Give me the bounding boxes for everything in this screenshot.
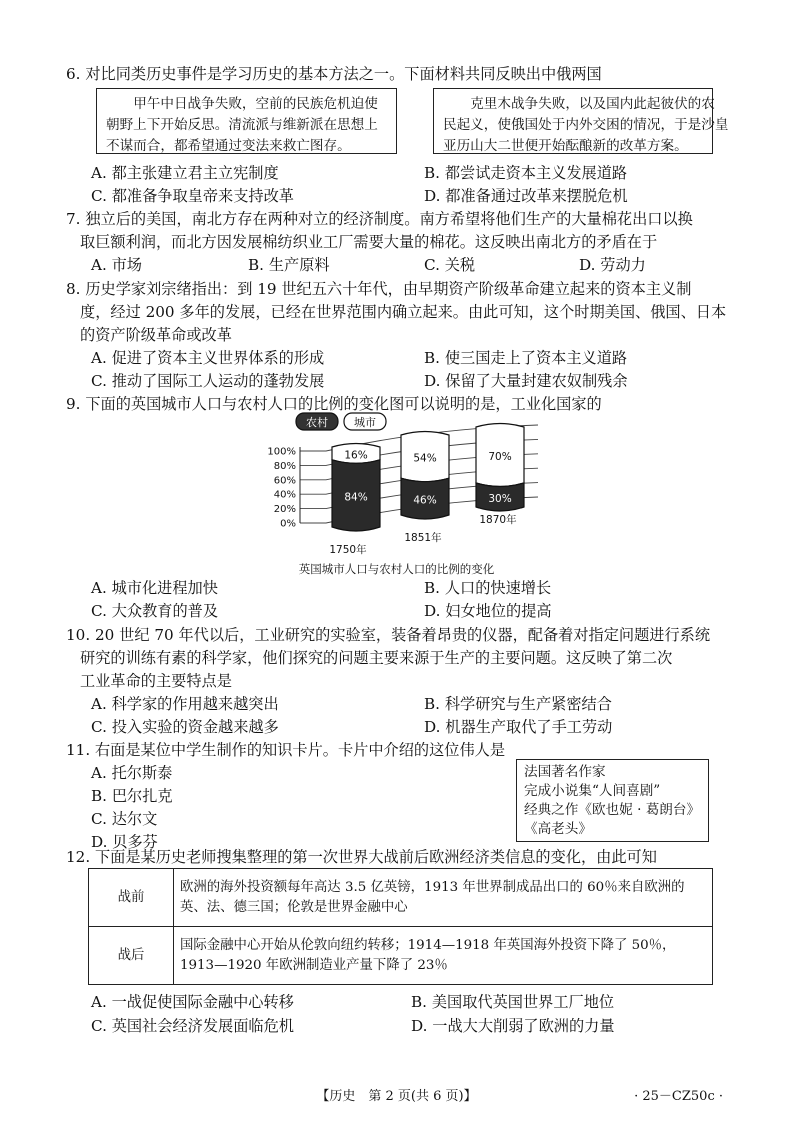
table-cell-postwar: 国际金融中心开始从伦敦向纽约转移；1914—1918 年英国海外投资下降了 50％， 1913—1920 年欧洲制造业产量下降了 23％ <box>174 927 713 985</box>
q7-option-b[interactable]: B. 生产原料 <box>248 256 330 274</box>
y-tick-label: 80% <box>273 460 296 472</box>
y-tick-label: 100% <box>267 446 296 458</box>
y-tick-label: 40% <box>273 489 296 501</box>
data-label-rural: 46% <box>413 494 437 507</box>
q10-stem-line2: 研究的训练有素的科学家，他们探究的问题主要来源于生产的主要问题。这反映了第二次 <box>80 649 673 667</box>
q10-stem-line1: 10. 20 世纪 70 年代以后，工业研究的实验室，装备着昂贵的仪器，配备着对指定问题进行系统 <box>66 626 711 644</box>
q10-option-c[interactable]: C. 投入实验的资金越来越多 <box>91 718 279 736</box>
q9-stem: 9. 下面的英国城市人口与农村人口的比例的变化图可以说明的是，工业化国家的 <box>66 395 602 413</box>
x-category-label: 1750年 <box>329 544 367 556</box>
legend-label-urban: 城市 <box>354 416 376 429</box>
q8-stem-line3: 的资产阶级革命或改革 <box>80 326 232 344</box>
q12-option-d[interactable]: D. 一战大大削弱了欧洲的力量 <box>411 1017 615 1035</box>
q8-stem-line2: 度，经过 200 多年的发展，已经在世界范围内确立起来。由此可知，这个时期美国、俄国、日本 <box>80 303 727 321</box>
data-label-urban: 70% <box>488 451 512 463</box>
q8-option-c[interactable]: C. 推动了国际工人运动的蓬勃发展 <box>91 372 325 390</box>
data-label-rural: 30% <box>488 493 512 505</box>
q6-material-right: 克里木战争失败，以及国内此起彼伏的农 民起义，使俄国处于内外交困的情况，于是沙皇 亚历山大二世便开始酝酿新的改革方案。 <box>433 88 713 154</box>
legend-label-rural: 农村 <box>306 416 328 429</box>
q6-option-a[interactable]: A. 都主张建立君主立宪制度 <box>91 164 279 182</box>
y-tick-label: 0% <box>280 518 296 530</box>
y-tick-label: 60% <box>273 475 296 487</box>
q6-option-d[interactable]: D. 都准备通过改革来摆脱危机 <box>424 187 628 205</box>
q6-option-b[interactable]: B. 都尝试走资本主义发展道路 <box>424 164 628 182</box>
data-label-urban: 54% <box>413 452 437 465</box>
q12-stem: 12. 下面是某历史老师搜集整理的第一次世界大战前后欧洲经济类信息的变化，由此可知 <box>66 848 657 866</box>
q6-stem: 6. 对比同类历史事件是学习历史的基本方法之一。下面材料共同反映出中俄两国 <box>66 65 602 83</box>
q7-option-d[interactable]: D. 劳动力 <box>579 256 646 274</box>
q9-option-d[interactable]: D. 妇女地位的提高 <box>424 602 552 620</box>
q12-table <box>88 868 713 985</box>
y-tick-label: 20% <box>273 504 296 516</box>
population-chart <box>256 410 556 580</box>
q10-option-d[interactable]: D. 机器生产取代了手工劳动 <box>424 718 613 736</box>
q7-stem-line2: 取巨额利润，而北方因发展棉纺织业工厂需要大量的棉花。这反映出南北方的矛盾在于 <box>80 233 658 251</box>
q7-stem-line1: 7. 独立后的美国，南北方存在两种对立的经济制度。南方希望将他们生产的大量棉花出口以换 <box>66 210 693 228</box>
table-head-postwar: 战后 <box>89 927 174 985</box>
data-label-urban: 16% <box>344 449 368 462</box>
q12-option-c[interactable]: C. 英国社会经济发展面临危机 <box>91 1017 294 1035</box>
knowledge-card: 法国著名作家 完成小说集“人间喜剧” 经典之作《欧也妮 · 葛朗台》 《高老头》 <box>516 759 709 842</box>
q6-material-left: 甲午中日战争失败，空前的民族危机迫使 朝野上下开始反思。清流派与维新派在思想上 不谋而合，都希望通过变法来救亡图存。 <box>96 88 397 154</box>
q7-option-c[interactable]: C. 关税 <box>424 256 476 274</box>
table-row <box>89 927 713 985</box>
q10-stem-line3: 工业革命的主要特点是 <box>80 672 232 690</box>
q9-option-a[interactable]: A. 城市化进程加快 <box>91 579 218 597</box>
page-footer-center: 【历史 第 2 页(共 6 页)】 <box>316 1089 477 1104</box>
q6-option-c[interactable]: C. 都准备争取皇帝来支持改革 <box>91 187 294 205</box>
q11-option-a[interactable]: A. 托尔斯泰 <box>91 764 173 782</box>
q8-option-b[interactable]: B. 使三国走上了资本主义道路 <box>424 349 628 367</box>
q8-option-d[interactable]: D. 保留了大量封建农奴制残余 <box>424 372 628 390</box>
q11-option-d[interactable]: D. 贝多芬 <box>91 833 158 851</box>
q11-option-b[interactable]: B. 巴尔扎克 <box>91 787 173 805</box>
q10-option-b[interactable]: B. 科学研究与生产紧密结合 <box>424 695 612 713</box>
table-head-prewar: 战前 <box>89 869 174 927</box>
q10-option-a[interactable]: A. 科学家的作用越来越突出 <box>91 695 279 713</box>
q12-option-b[interactable]: B. 美国取代英国世界工厂地位 <box>411 993 615 1011</box>
x-category-label: 1851年 <box>404 532 442 544</box>
x-category-label: 1870年 <box>479 514 517 526</box>
q8-stem-line1: 8. 历史学家刘宗绪指出：到 19 世纪五六十年代，由早期资产阶级革命建立起来的资本主义制 <box>66 280 692 298</box>
data-label-rural: 84% <box>344 491 368 504</box>
q9-option-b[interactable]: B. 人口的快速增长 <box>424 579 552 597</box>
q8-option-a[interactable]: A. 促进了资本主义世界体系的形成 <box>91 349 325 367</box>
table-row <box>89 869 713 927</box>
q9-option-c[interactable]: C. 大众教育的普及 <box>91 602 219 620</box>
q11-stem: 11. 右面是某位中学生制作的知识卡片。卡片中介绍的这位伟人是 <box>66 741 506 759</box>
q12-option-a[interactable]: A. 一战促使国际金融中心转移 <box>91 993 294 1011</box>
page-footer-code: · 25－CZ50c · <box>634 1089 723 1104</box>
chart-caption: 英国城市人口与农村人口的比例的变化 <box>298 562 495 576</box>
q11-option-c[interactable]: C. 达尔文 <box>91 810 158 828</box>
table-cell-prewar: 欧洲的海外投资额每年高达 3.5 亿英镑，1913 年世界制成品出口的 60％来自欧洲的 英、法、德三国；伦敦是世界金融中心 <box>174 869 713 927</box>
q7-option-a[interactable]: A. 市场 <box>91 256 142 274</box>
